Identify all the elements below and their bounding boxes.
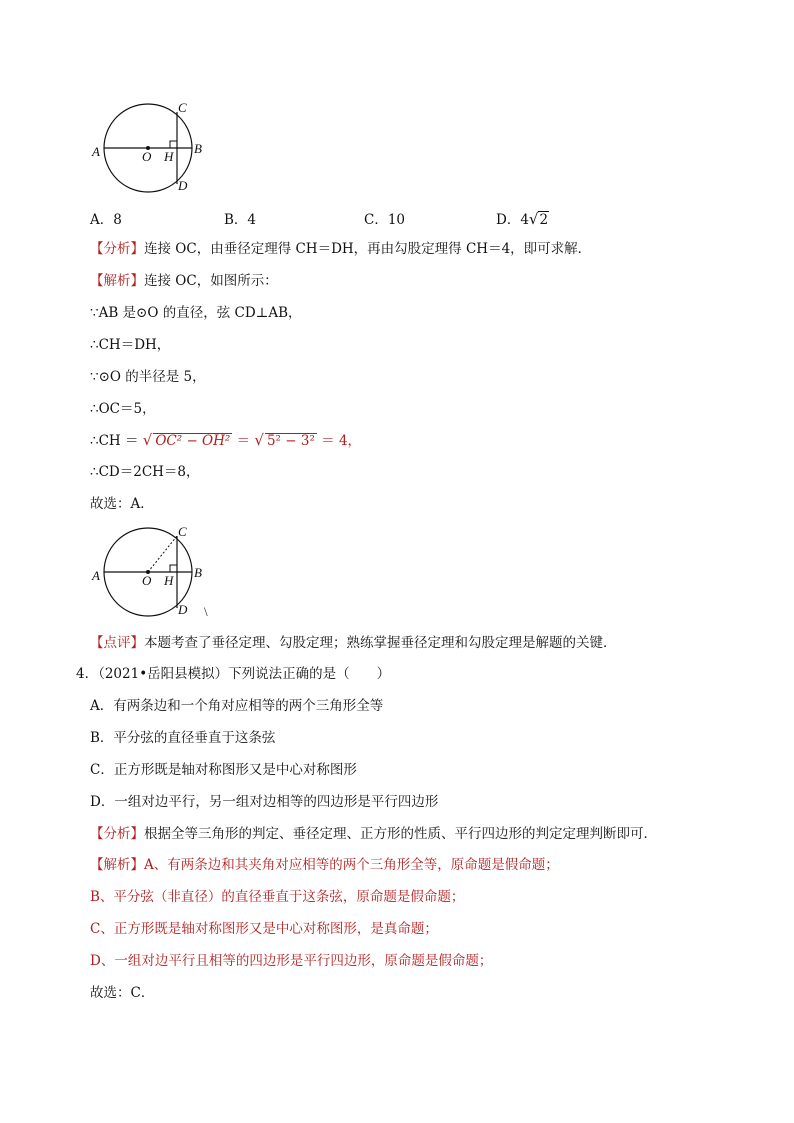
q4-answer: 故选：C． [90, 985, 155, 1001]
q3-step5: ∴CH ＝ √ OC² − OH² ＝ √ 5² − 3² ＝ 4， [90, 431, 362, 449]
option-c: C．10 [364, 212, 406, 228]
q4-solution-d: D、一组对边平行且相等的四边形是平行四边形，原命题是假命题； [90, 953, 493, 969]
label-d: D [178, 602, 188, 617]
label-o: O [142, 149, 152, 164]
q4-option-d: D．一组对边平行，另一组对边相等的四边形是平行四边形 [90, 794, 439, 810]
option-a: A．8 [90, 212, 122, 228]
q4-analysis: 【分析】根据全等三角形的判定、垂径定理、正方形的性质、平行四边形的判定定理判断即可． [90, 826, 657, 842]
q4-solution-b: B、平分弦（非直径）的直径垂直于这条弦，原命题是假命题； [90, 889, 465, 905]
q4-option-c: C．正方形既是轴对称图形又是中心对称图形 [90, 762, 357, 778]
label-d: D [178, 178, 188, 193]
q4-stem: 4．（2021•岳阳县模拟）下列说法正确的是（ ） [76, 666, 391, 682]
label-a: A [92, 144, 100, 159]
q3-analysis: 【分析】连接 OC，由垂径定理得 CH＝DH，再由勾股定理得 CH＝4，即可求解． [90, 241, 592, 257]
q3-step4: ∴OC＝5， [90, 401, 156, 417]
label-a: A [92, 568, 100, 583]
label-o: O [142, 573, 152, 588]
label-h: H [164, 573, 174, 588]
stray-mark: \ [204, 604, 208, 619]
q3-step6: ∴CD＝2CH＝8， [90, 464, 200, 480]
q3-answer: 故选：A． [90, 496, 154, 512]
option-d: D．4√2 [496, 210, 549, 228]
label-c: C [178, 100, 187, 115]
label-b: B [194, 141, 202, 156]
q4-option-a: A．有两条边和一个角对应相等的两个三角形全等 [90, 698, 384, 714]
figure-circle-2 [88, 522, 228, 622]
label-h: H [164, 149, 174, 164]
q3-comment: 【点评】本题考查了垂径定理、勾股定理；熟练掌握垂径定理和勾股定理是解题的关键． [90, 635, 617, 651]
option-b: B．4 [224, 212, 257, 228]
q4-option-b: B．平分弦的直径垂直于这条弦 [90, 730, 276, 746]
q3-solution-intro: 【解析】连接 OC，如图所示： [90, 273, 278, 289]
q3-step3: ∵⊙O 的半径是 5， [90, 369, 206, 385]
q3-step2: ∴CH＝DH， [90, 337, 171, 353]
q3-step1: ∵AB 是⊙O 的直径，弦 CD⊥AB， [90, 305, 302, 321]
label-c: C [178, 524, 187, 539]
q4-solution-c: C、正方形既是轴对称图形又是中心对称图形，是真命题； [90, 921, 438, 937]
q4-solution-a: 【解析】A、有两条边和其夹角对应相等的两个三角形全等，原命题是假命题； [90, 857, 559, 873]
label-b: B [194, 565, 202, 580]
figure-circle-1 [88, 98, 218, 198]
